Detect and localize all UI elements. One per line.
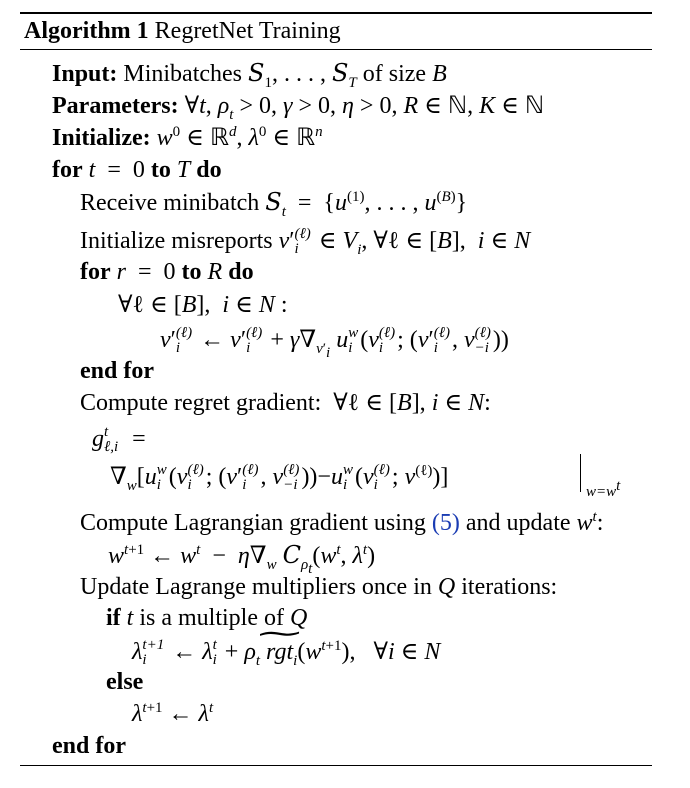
line-initialize: Initialize: $w^0$ ∈ ℝ$^d$, $\lambda^0$ ∈ ℝ$^n$ <box>52 123 323 151</box>
line-if: if t is a multiple of Q <box>106 605 308 631</box>
algorithm-label: Algorithm 1 <box>24 18 149 44</box>
line-w-update: $w^{t+1}$ ← $w^t - \eta\nabla_w$ $C_{\rho_t}(w^t$, $\lambda^t$) <box>108 541 376 577</box>
line-input: Input: Minibatches $S_1$, . . . , $S_T$ of size B <box>52 59 447 91</box>
line-forall: ∀ℓ ∈ [B], i ∈ N : <box>118 292 288 318</box>
algorithm-name: RegretNet Training <box>154 18 341 44</box>
equation-ref-link[interactable]: (5) <box>431 510 460 536</box>
line-else: else <box>106 669 144 695</box>
line-compute-regret: Compute regret gradient: ∀ℓ ∈ [B], i ∈ N: <box>80 390 491 416</box>
line-update-lagrange: Update Lagrange multipliers once in Q iterations: <box>80 574 558 600</box>
line-parameters: Parameters: ∀t, $\rho_t > 0$, γ > 0, η > 0, R ∈ ℕ, K ∈ ℕ <box>52 91 545 123</box>
line-for-r: for r = 0 to R do <box>80 259 254 285</box>
evaluation-bar <box>580 454 581 492</box>
bottom-rule <box>20 765 652 766</box>
line-misreport-update: v′ (ℓ) i ← v′ (ℓ) i + $\gamma\nabla_{v'_i}$ u w i (v (ℓ) i ; (v′ (ℓ) i , v (ℓ) −i )) <box>160 325 509 361</box>
line-compute-lagrangian: Compute Lagrangian gradient using (5) and update $w^t$: <box>80 509 604 536</box>
line-end-for-inner: end for <box>80 358 154 384</box>
line-end-for-outer: end for <box>52 733 126 759</box>
line-lambda-update: λ t+1 i ← λ t i + $\rho_t$ ∼ $rgt_i(w^{t+1})$, ∀i ∈ N <box>132 637 440 668</box>
top-rule <box>20 12 652 14</box>
line-gradient-expression: $\nabla_w[u$ w i (v (ℓ) i ; (v′ (ℓ) i , v (ℓ) −i ))−u w i (v (ℓ) i ; $v^{(\ell)}$)] <box>110 462 449 494</box>
algorithm-title <box>24 16 341 46</box>
line-receive: Receive minibatch $S_t = \{u^{(1)}$, . . . , $u^{(B)}$} <box>80 188 468 220</box>
evaluation-subscript: $w=w^t$ <box>586 478 621 500</box>
line-lambda-keep: $\lambda^{t+1}$ ← $\lambda^t$ <box>132 700 214 727</box>
line-init-misreports: Initialize misreports v′ (ℓ) i ∈ $V_i$, ∀ℓ ∈ [B], i ∈ N <box>80 226 531 258</box>
line-g-def: g t ℓ,i = <box>92 424 146 456</box>
title-rule <box>20 49 652 50</box>
line-for-t: for t = 0 to T do <box>52 157 222 183</box>
